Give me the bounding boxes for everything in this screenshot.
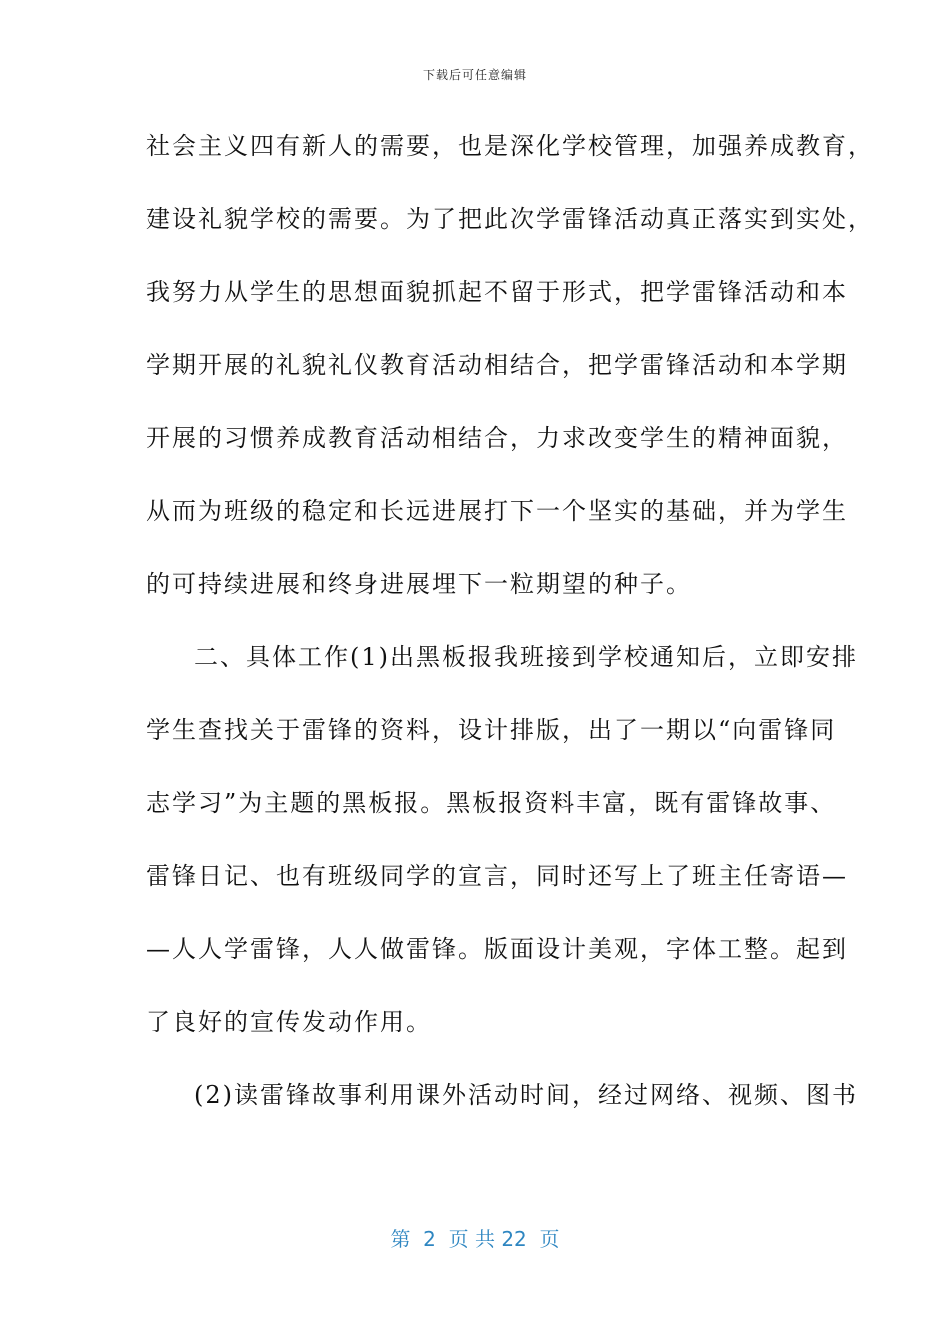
text-line: 志学习”为主题的黑板报。黑板报资料丰富，既有雷锋故事、 bbox=[146, 789, 837, 817]
text-line: 建设礼貌学校的需要。为了把此次学雷锋活动真正落实到实处， bbox=[146, 205, 874, 233]
text-line: 学生查找关于雷锋的资料，设计排版，出了一期以“向雷锋同 bbox=[146, 716, 837, 744]
text-line: 学期开展的礼貌礼仪教育活动相结合，把学雷锋活动和本学期 bbox=[146, 351, 848, 379]
document-body bbox=[146, 126, 874, 1148]
text-line: 社会主义四有新人的需要，也是深化学校管理，加强养成教育， bbox=[146, 132, 874, 160]
paragraph-start-line: (2)读雷锋故事利用课外活动时间，经过网络、视频、图书 bbox=[194, 1081, 858, 1109]
paragraph-start-line: 二、具体工作(1)出黑板报我班接到学校通知后，立即安排 bbox=[194, 643, 858, 671]
text-line: 了良好的宣传发动作用。 bbox=[146, 1008, 432, 1036]
text-line: 雷锋日记、也有班级同学的宣言，同时还写上了班主任寄语— bbox=[146, 862, 848, 890]
text-line: 从而为班级的稳定和长远进展打下一个坚实的基础，并为学生 bbox=[146, 497, 848, 525]
text-line: 开展的习惯养成教育活动相结合，力求改变学生的精神面貌， bbox=[146, 424, 848, 452]
page-header: 下载后可任意编辑 bbox=[422, 68, 527, 82]
text-line: —人人学雷锋，人人做雷锋。版面设计美观，字体工整。起到 bbox=[146, 935, 848, 963]
text-line: 的可持续进展和终身进展埋下一粒期望的种子。 bbox=[146, 570, 692, 598]
text-line: 我努力从学生的思想面貌抓起不留于形式，把学雷锋活动和本 bbox=[146, 278, 848, 306]
page-number-footer: 第 2 页 共 22 页 bbox=[390, 1227, 560, 1251]
